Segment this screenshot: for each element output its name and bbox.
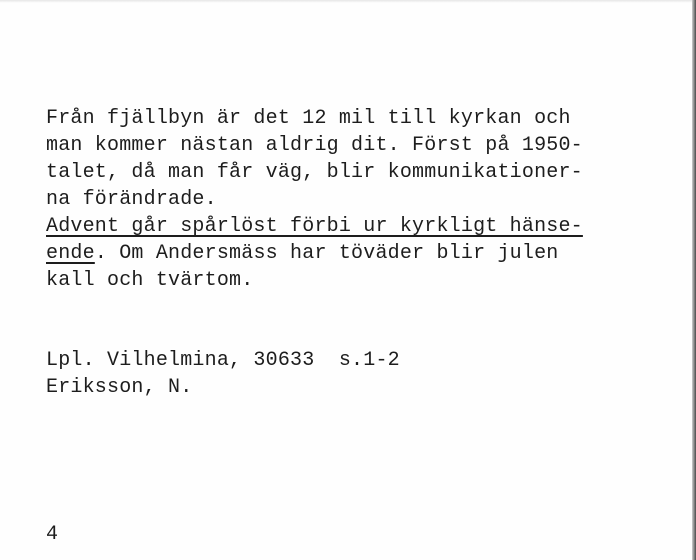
text-line-6-rest: . Om Andersmäss har töväder blir julen	[94, 242, 559, 265]
underlined-word: ende	[46, 242, 95, 265]
text-line-5-underlined: Advent går spårlöst förbi ur kyrkligt hänse-	[46, 215, 583, 238]
page-number: 4	[46, 523, 59, 546]
reference-block	[46, 347, 646, 401]
text-line-7: kall och tvärtom.	[46, 269, 254, 292]
text-line-4: na förändrade.	[46, 188, 217, 211]
reference-author: Eriksson, N.	[46, 376, 193, 399]
card-right-edge	[692, 0, 696, 560]
card-body-text	[46, 105, 656, 294]
reference-place: Lpl. Vilhelmina, 30633 s.1-2	[46, 349, 400, 372]
text-line-6	[46, 240, 656, 267]
text-line-1: Från fjällbyn är det 12 mil till kyrkan och	[46, 107, 571, 130]
text-line-3: talet, då man får väg, blir kommunikationer-	[46, 161, 583, 184]
text-line-2: man kommer nästan aldrig dit. Först på 1950-	[46, 134, 583, 157]
card-top-edge	[0, 0, 696, 3]
